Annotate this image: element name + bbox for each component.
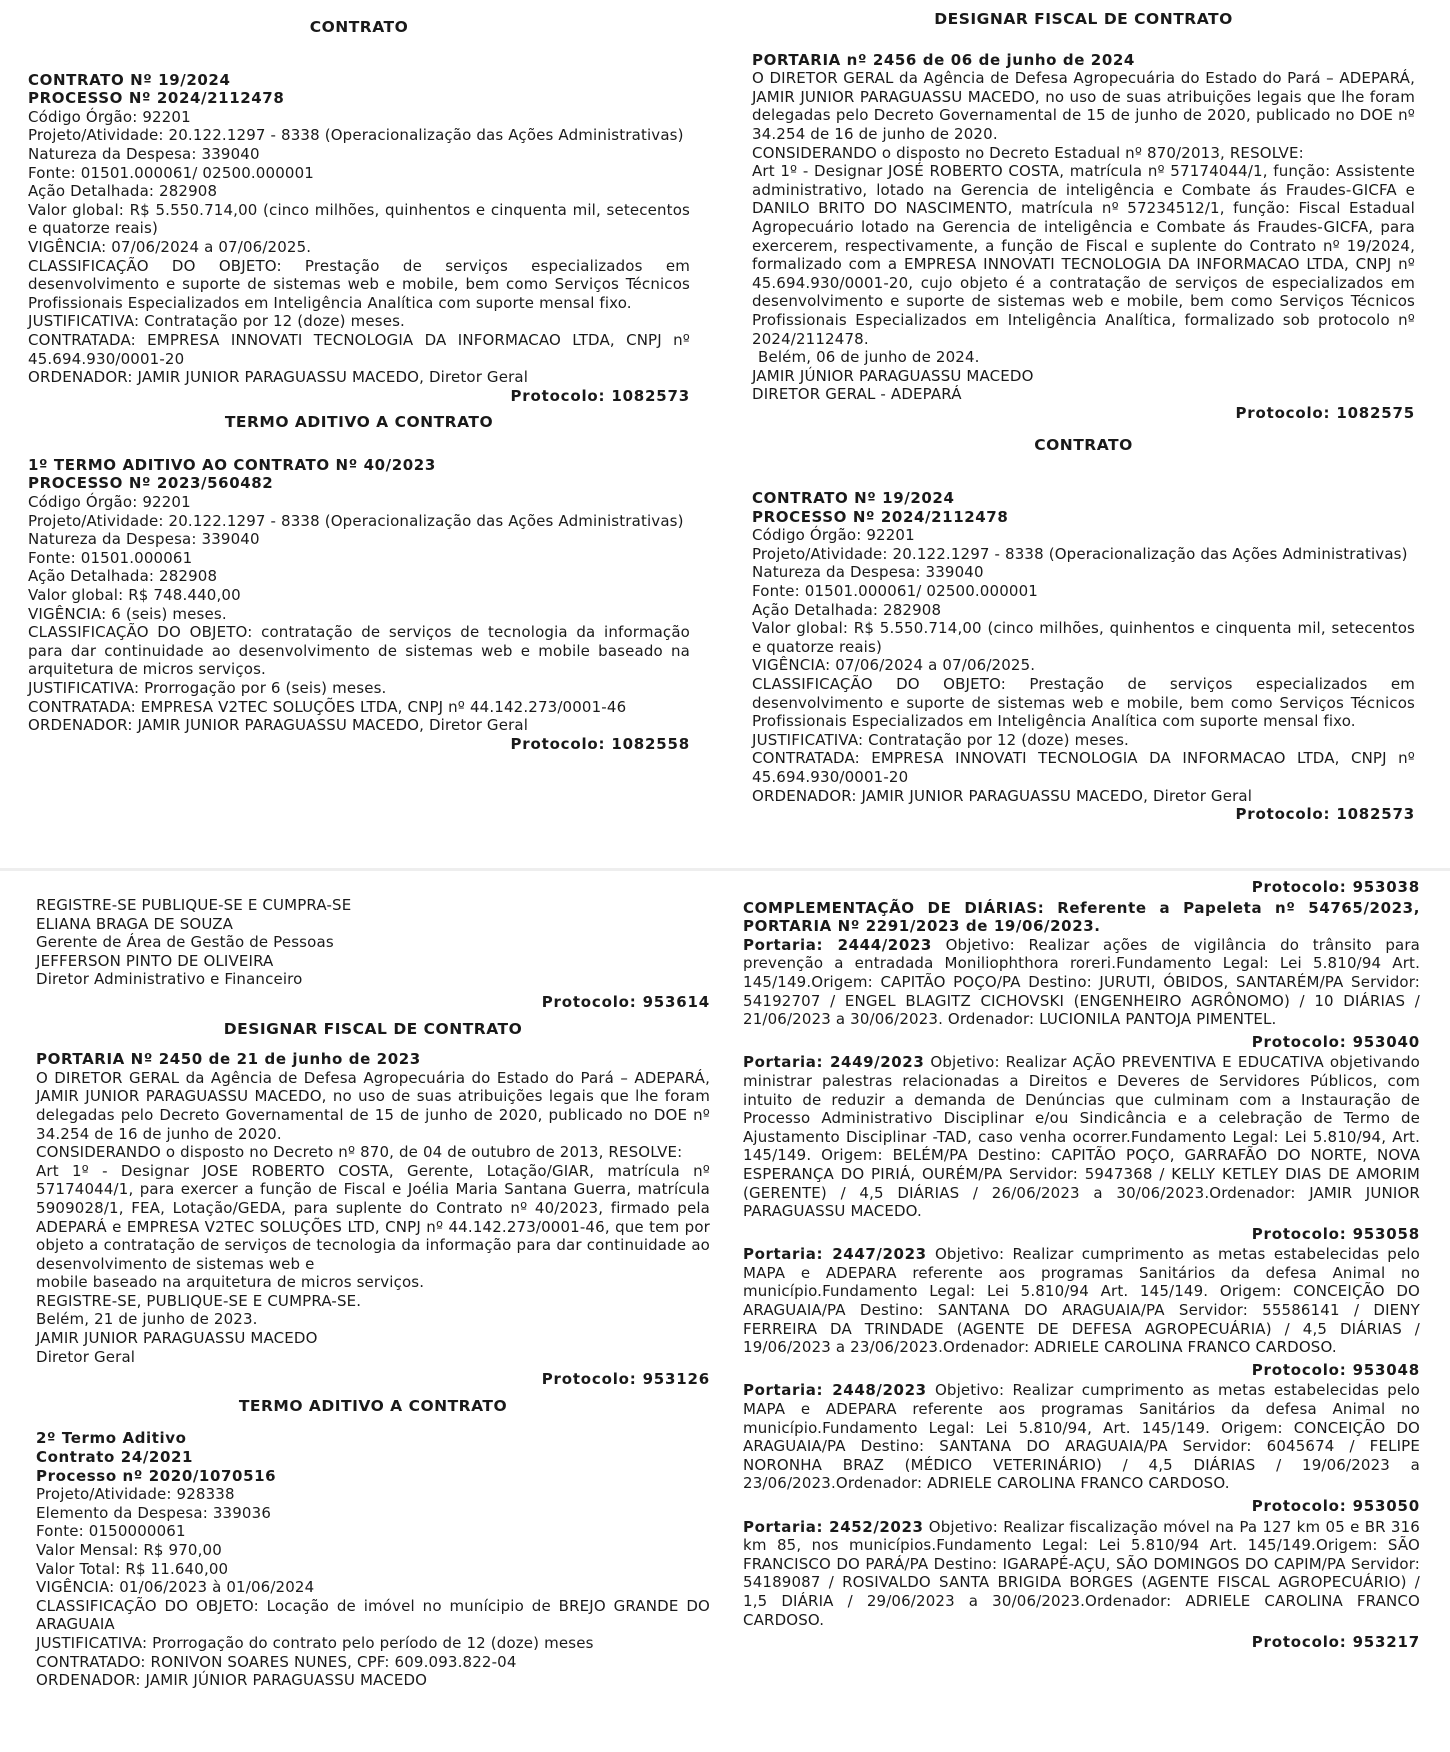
section-title: CONTRATO bbox=[309, 18, 409, 36]
portaria-entry-body: Objetivo: Realizar ações de vigilância do trânsito para prevenção a entradada Moniliophthora roreri.Fundamento Legal: Lei 5.810/94 Art. 145/149.Origem: CAPITÃO POÇO/PA Destino: JURUTI, ÓBIDOS, SANTARÉM/PA Servidor: 54192707 / ENGEL BLAGITZ CICHOVSKI (ENGENHEIRO AGRÔNOMO) / 10 DIÁRIAS / 21/06/2023 a 30/06/2023. Ordenador: LUCIONILA PANTOJA PIMENTEL. bbox=[743, 935, 1420, 1029]
column-bottom-right bbox=[725, 870, 1450, 1752]
amendment-heading: 1º TERMO ADITIVO AO CONTRATO Nº 40/2023 bbox=[28, 455, 436, 474]
portaria-list bbox=[743, 936, 1420, 1652]
signature-name: JAMIR JUNIOR PARAGUASSU MACEDO bbox=[36, 1329, 318, 1348]
detail-line: Valor global: R$ 748.440,00 bbox=[28, 586, 241, 605]
detail-line: CLASSIFICAÇÃO DO OBJETO: contratação de serviços de tecnologia da informação para dar continuidade ao desenvolvimento de sistemas web e mobile baseado na arquitetura de micros serviços. bbox=[28, 623, 690, 679]
protocol-number: Protocolo: 1082573 bbox=[1235, 805, 1415, 824]
detail-line: Fonte: 01501.000061/ 02500.000001 bbox=[752, 582, 1038, 601]
detail-line: Natureza da Despesa: 339040 bbox=[28, 530, 260, 549]
portaria-article-cont: mobile baseado na arquitetura de micros serviços. bbox=[36, 1273, 425, 1292]
detail-line: Fonte: 01501.000061 bbox=[28, 548, 193, 567]
process-heading: PROCESSO Nº 2023/560482 bbox=[28, 474, 274, 493]
protocol-number: Protocolo: 953050 bbox=[1251, 1497, 1420, 1515]
detail-line: ORDENADOR: JAMIR JÚNIOR PARAGUASSU MACEDO bbox=[36, 1671, 428, 1690]
portaria-article: Art 1º - Designar JOSÉ ROBERTO COSTA, matrícula nº 57174044/1, função: Assistente administrativo, lotado na Gerencia de inteligência e Combate ás Fraudes-GICFA e DANILO BRITO DO NASCIMENTO, matrícula nº 57234512/1, função: Fiscal Estadual Agropecuário lotado na Gerencia de inteligência e Combate ás Fraudes-GICFA, para exercerem, respectivamente, a função de Fiscal e suplente do Contrato nº 19/2024, formalizado com a EMPRESA INNOVATI TECNOLOGIA DA INFORMACAO LTDA, CNPJ nº 45.694.930/0001-20, cujo objeto é a contratação de serviços de especializados em desenvolvimento e suporte de sistemas web e mobile, bem como Serviços Técnicos Profissionais Especializados em Inteligência Analítica, formalizado sob protocolo nº 2024/2112478. bbox=[752, 162, 1415, 348]
process-heading: PROCESSO Nº 2024/2112478 bbox=[28, 89, 285, 108]
section-title: DESIGNAR FISCAL DE CONTRATO bbox=[934, 10, 1233, 28]
portaria-register: REGISTRE-SE, PUBLIQUE-SE E CUMPRA-SE. bbox=[36, 1291, 362, 1310]
amendment-heading: 2º Termo Aditivo bbox=[36, 1429, 187, 1448]
protocol-number: Protocolo: 1082558 bbox=[510, 734, 690, 753]
portaria-entry-text bbox=[743, 1053, 1420, 1220]
portaria-entry-body: Objetivo: Realizar cumprimento as metas estabelecidas pelo MAPA e ADEPARA referente aos programas Sanitários da defesa Animal no município.Fundamento Legal: Lei 5.810/94, Art. 145/149. Origem: CONCEIÇÃO DO ARAGUAIA/PA Destino: SANTANA DO ARAGUAIA/PA Servidor: 6045674 / FELIPE NORONHA BRAZ (MÉDICO VETERINÁRIO) / 4,5 DIÁRIAS / 19/06/2023 a 23/06/2023.Ordenador: ADRIELE CAROLINA FRANCO CARDOSO. bbox=[743, 1381, 1420, 1493]
portaria-heading: PORTARIA nº 2456 de 06 de junho de 2024 bbox=[752, 50, 1135, 69]
portaria-considerando: CONSIDERANDO o disposto no Decreto nº 870, de 04 de outubro de 2013, RESOLVE: bbox=[36, 1143, 683, 1162]
detail-line: ORDENADOR: JAMIR JUNIOR PARAGUASSU MACEDO, Diretor Geral bbox=[28, 368, 529, 387]
place-date: Belém, 06 de junho de 2024. bbox=[758, 348, 980, 367]
detail-line: Projeto/Atividade: 20.122.1297 - 8338 (Operacionalização das Ações Administrativas) bbox=[752, 544, 1408, 563]
section-title: DESIGNAR FISCAL DE CONTRATO bbox=[223, 1019, 523, 1038]
detail-line: Valor global: R$ 5.550.714,00 (cinco milhões, quinhentos e cinquenta mil, setecentos e quatorze reais) bbox=[752, 619, 1415, 656]
place-date: Belém, 21 de junho de 2023. bbox=[36, 1310, 258, 1329]
amendment-details bbox=[28, 493, 690, 735]
portaria-entry-body: Objetivo: Realizar cumprimento as metas estabelecidas pelo MAPA e ADEPARA referente aos programas Sanitários da defesa Animal no município.Fundamento Legal: Lei 5.810/94 Art. 145/149. Origem: CONCEIÇÃO DO ARAGUAIA/PA Destino: SANTANA DO ARAGUAIA/PA Servidor: 55586141 / DIENY FERREIRA DA TRINDADE (AGENTE DE DEFESA AGROPECUÁRIA) / 4,5 DIÁRIAS / 19/06/2023 a 23/06/2023.Ordenador: ADRIELE CAROLINA FRANCO CARDOSO. bbox=[743, 1245, 1420, 1357]
protocol-number: Protocolo: 953058 bbox=[1251, 1224, 1420, 1243]
signature-block bbox=[36, 882, 710, 989]
portaria-entry-label: Portaria: 2444/2023 bbox=[743, 935, 932, 954]
column-bottom-left bbox=[0, 870, 725, 1752]
detail-line: Projeto/Atividade: 928338 bbox=[36, 1485, 235, 1504]
detail-line: CLASSIFICAÇÃO DO OBJETO: Prestação de serviços especializados em desenvolvimento e suporte de sistemas web e mobile, bem como Serviços Técnicos Profissionais Especializados em Inteligência Analítica com suporte mensal fixo. bbox=[28, 256, 690, 312]
detail-line: Elemento da Despesa: 339036 bbox=[36, 1503, 272, 1522]
detail-line: Ação Detalhada: 282908 bbox=[28, 567, 218, 586]
detail-line: REGISTRE-SE PUBLIQUE-SE E CUMPRA-SE bbox=[36, 896, 352, 914]
column-top-left bbox=[0, 0, 725, 870]
detail-line: Valor Total: R$ 11.640,00 bbox=[36, 1559, 229, 1578]
detail-line: VIGÊNCIA: 07/06/2024 a 07/06/2025. bbox=[752, 656, 1036, 675]
portaria-entry bbox=[743, 936, 1420, 1052]
process-heading: Processo nº 2020/1070516 bbox=[36, 1466, 277, 1485]
portaria-entry-label: Portaria: 2449/2023 bbox=[743, 1053, 925, 1072]
protocol-number: Protocolo: 1082573 bbox=[510, 386, 690, 405]
portaria-entry-body: Objetivo: Realizar fiscalização móvel na Pa 127 km 05 e BR 316 km 85, nos municípios.Fundamento Legal: Lei 5.810/94 Art. 145/149.Origem: SÃO FRANCISCO DO PARÁ/PA Destino: IGARAPÉ-AÇU, SÃO DOMINGOS DO CAPIM/PA Servidor: 54189087 / ROSIVALDO SANTA BRIGIDA BORGES (AGENTE FISCAL AGROPECUÁRIO) / 1,5 DIÁRIA / 29/06/2023 a 30/06/2023.Ordenador: ADRIELE CAROLINA FRANCO CARDOSO. bbox=[743, 1517, 1420, 1629]
detail-line: Natureza da Despesa: 339040 bbox=[28, 144, 260, 163]
signature-title: DIRETOR GERAL - ADEPARÁ bbox=[752, 385, 962, 404]
diarias-heading: COMPLEMENTAÇÃO DE DIÁRIAS: Referente a Papeleta nº 54765/2023, PORTARIA Nº 2291/2023 de 19/06/2023. bbox=[743, 898, 1420, 936]
protocol-number: Protocolo: 953038 bbox=[1251, 878, 1420, 896]
detail-line: Natureza da Despesa: 339040 bbox=[752, 563, 984, 582]
column-top-right bbox=[725, 0, 1450, 870]
portaria-entry-label: Portaria: 2448/2023 bbox=[743, 1381, 927, 1400]
protocol-number: Protocolo: 953040 bbox=[1251, 1032, 1420, 1051]
detail-line: ELIANA BRAGA DE SOUZA bbox=[36, 914, 234, 933]
portaria-entry bbox=[743, 1245, 1420, 1379]
detail-line: Ação Detalhada: 282908 bbox=[752, 600, 942, 619]
detail-line: Fonte: 01501.000061/ 02500.000001 bbox=[28, 163, 314, 182]
portaria-entry-label: Portaria: 2447/2023 bbox=[743, 1245, 927, 1264]
portaria-entry-body: Objetivo: Realizar AÇÃO PREVENTIVA E EDUCATIVA objetivando ministrar palestras relacionadas a Direitos e Deveres de Servidores Públicos, com intuito de reduzir a demanda de Denúncias que culminam com a Instauração de Processo Administrativo Disciplinar e/ou Sindicância e a celebração de Termo de Ajustamento Disciplinar -TAD, caso venha ocorrer.Fundamento Legal: Lei 5.810/94, Art. 145/149. Origem: BELÉM/PA Destino: CAPITÃO POÇO, GARRAFÃO DO NORTE, NOVA ESPERANÇA DO PIRIÁ, OURÉM/PA Servidor: 5947368 / KELLY KETLEY DIAS DE AMORIM (GERENTE) / 4,5 DIÁRIAS / 26/06/2023 a 30/06/2023.Ordenador: JAMIR JUNIOR PARAGUASSU MACEDO. bbox=[743, 1053, 1421, 1221]
contract-details bbox=[752, 526, 1415, 805]
portaria-entry bbox=[743, 1381, 1420, 1515]
detail-line: JUSTIFICATIVA: Prorrogação por 6 (seis) meses. bbox=[28, 679, 387, 697]
portaria-entry-text bbox=[743, 1245, 1420, 1357]
contract-heading: Contrato 24/2021 bbox=[36, 1448, 194, 1467]
contract-heading: CONTRATO Nº 19/2024 bbox=[752, 489, 955, 508]
amendment-details bbox=[36, 1485, 710, 1690]
contract-details bbox=[28, 108, 690, 387]
contract-heading: CONTRATO Nº 19/2024 bbox=[28, 70, 231, 89]
portaria-entry-text bbox=[743, 936, 1420, 1029]
section-title: TERMO ADITIVO A CONTRATO bbox=[238, 1396, 508, 1415]
signature-title: Diretor Geral bbox=[36, 1347, 136, 1366]
portaria-entry bbox=[743, 1518, 1420, 1652]
detail-line: Projeto/Atividade: 20.122.1297 - 8338 (Operacionalização das Ações Administrativas) bbox=[28, 511, 684, 530]
section-title: CONTRATO bbox=[1034, 436, 1133, 455]
detail-line: Código Órgão: 92201 bbox=[28, 107, 191, 126]
signature-name: JAMIR JÚNIOR PARAGUASSU MACEDO bbox=[752, 366, 1034, 385]
detail-line: Gerente de Área de Gestão de Pessoas bbox=[36, 933, 334, 952]
detail-line: Valor Mensal: R$ 970,00 bbox=[36, 1541, 222, 1559]
detail-line: CONTRATADA: EMPRESA V2TEC SOLUÇÕES LTDA, CNPJ nº 44.142.273/0001-46 bbox=[28, 697, 627, 716]
protocol-number: Protocolo: 953126 bbox=[541, 1370, 710, 1389]
detail-line: VIGÊNCIA: 07/06/2024 a 07/06/2025. bbox=[28, 237, 312, 256]
section-title: TERMO ADITIVO A CONTRATO bbox=[224, 413, 494, 432]
detail-line: Diretor Administrativo e Financeiro bbox=[36, 970, 303, 989]
portaria-heading: PORTARIA Nº 2450 de 21 de junho de 2023 bbox=[36, 1050, 421, 1069]
detail-line: Fonte: 0150000061 bbox=[36, 1522, 186, 1541]
portaria-entry bbox=[743, 1053, 1420, 1243]
detail-line: CLASSIFICAÇÃO DO OBJETO: Locação de imóvel no munícipio de BREJO GRANDE DO ARAGUAIA bbox=[36, 1596, 710, 1634]
detail-line: VIGÊNCIA: 01/06/2023 à 01/06/2024 bbox=[36, 1578, 315, 1597]
detail-line: Valor global: R$ 5.550.714,00 (cinco milhões, quinhentos e cinquenta mil, setecentos e quatorze reais) bbox=[28, 200, 690, 238]
portaria-entry-text bbox=[743, 1518, 1420, 1630]
process-heading: PROCESSO Nº 2024/2112478 bbox=[752, 507, 1009, 526]
detail-line: Código Órgão: 92201 bbox=[28, 493, 191, 512]
detail-line: CONTRATADO: RONIVON SOARES NUNES, CPF: 609.093.822-04 bbox=[36, 1652, 517, 1671]
portaria-considerando: CONSIDERANDO o disposto no Decreto Estadual nº 870/2013, RESOLVE: bbox=[752, 143, 1304, 162]
detail-line: Projeto/Atividade: 20.122.1297 - 8338 (Operacionalização das Ações Administrativas) bbox=[28, 126, 684, 145]
portaria-entry-label: Portaria: 2452/2023 bbox=[743, 1517, 924, 1536]
portaria-body: O DIRETOR GERAL da Agência de Defesa Agropecuária do Estado do Pará – ADEPARÁ, JAMIR JUNIOR PARAGUASSU MACEDO, no uso de suas atribuições legais que lhe foram delegadas pelo Decreto Governamental de 15 de junho de 2020, publicado no DOE nº 34.254 de 16 de junho de 2020. bbox=[36, 1068, 710, 1143]
detail-line: JUSTIFICATIVA: Prorrogação do contrato pelo período de 12 (doze) meses bbox=[36, 1633, 594, 1652]
protocol-number: Protocolo: 953048 bbox=[1251, 1360, 1420, 1379]
detail-line: CLASSIFICAÇÃO DO OBJETO: Prestação de serviços especializados em desenvolvimento e suporte de sistemas web e mobile, bem como Serviços Técnicos Profissionais Especializados em Inteligência Analítica com suporte mensal fixo. bbox=[752, 675, 1415, 731]
detail-line: ORDENADOR: JAMIR JUNIOR PARAGUASSU MACEDO, Diretor Geral bbox=[752, 786, 1253, 805]
detail-line: Ação Detalhada: 282908 bbox=[28, 182, 218, 201]
detail-line: VIGÊNCIA: 6 (seis) meses. bbox=[28, 604, 227, 623]
detail-line: JUSTIFICATIVA: Contratação por 12 (doze) meses. bbox=[752, 730, 1129, 749]
detail-line: ORDENADOR: JAMIR JUNIOR PARAGUASSU MACEDO, Diretor Geral bbox=[28, 716, 529, 735]
detail-line: JEFFERSON PINTO DE OLIVEIRA bbox=[36, 951, 274, 970]
detail-line: JUSTIFICATIVA: Contratação por 12 (doze) meses. bbox=[28, 312, 405, 331]
portaria-article: Art 1º - Designar JOSE ROBERTO COSTA, Gerente, Lotação/GIAR, matrícula nº 57174044/1, para exercer a função de Fiscal e Joélia Maria Santana Guerra, matrícula 5909028/1, FEA, Lotação/GEDA, para suplente do Contrato nº 40/2023, firmado pela ADEPARÁ e EMPRESA V2TEC SOLUÇÕES LTD, CNPJ nº 44.142.273/0001-46, que tem por objeto a contratação de serviços de tecnologia da informação para dar continuidade ao desenvolvimento de sistemas web e bbox=[36, 1161, 710, 1273]
detail-line: Código Órgão: 92201 bbox=[752, 526, 915, 545]
detail-line: CONTRATADA: EMPRESA INNOVATI TECNOLOGIA DA INFORMACAO LTDA, CNPJ nº 45.694.930/0001-20 bbox=[28, 330, 690, 368]
portaria-body: O DIRETOR GERAL da Agência de Defesa Agropecuária do Estado do Pará – ADEPARÁ, JAMIR JUNIOR PARAGUASSU MACEDO, no uso de suas atribuições legais que lhe foram delegadas pelo Decreto Governamental de 15 de junho de 2020, publicado no DOE nº 34.254 de 16 de junho de 2020. bbox=[752, 69, 1415, 143]
detail-line: CONTRATADA: EMPRESA INNOVATI TECNOLOGIA DA INFORMACAO LTDA, CNPJ nº 45.694.930/0001-20 bbox=[752, 749, 1415, 786]
protocol-number: Protocolo: 953614 bbox=[541, 992, 710, 1011]
protocol-number: Protocolo: 953217 bbox=[1251, 1633, 1420, 1652]
portaria-entry-text bbox=[743, 1381, 1420, 1493]
protocol-number: Protocolo: 1082575 bbox=[1235, 403, 1415, 422]
